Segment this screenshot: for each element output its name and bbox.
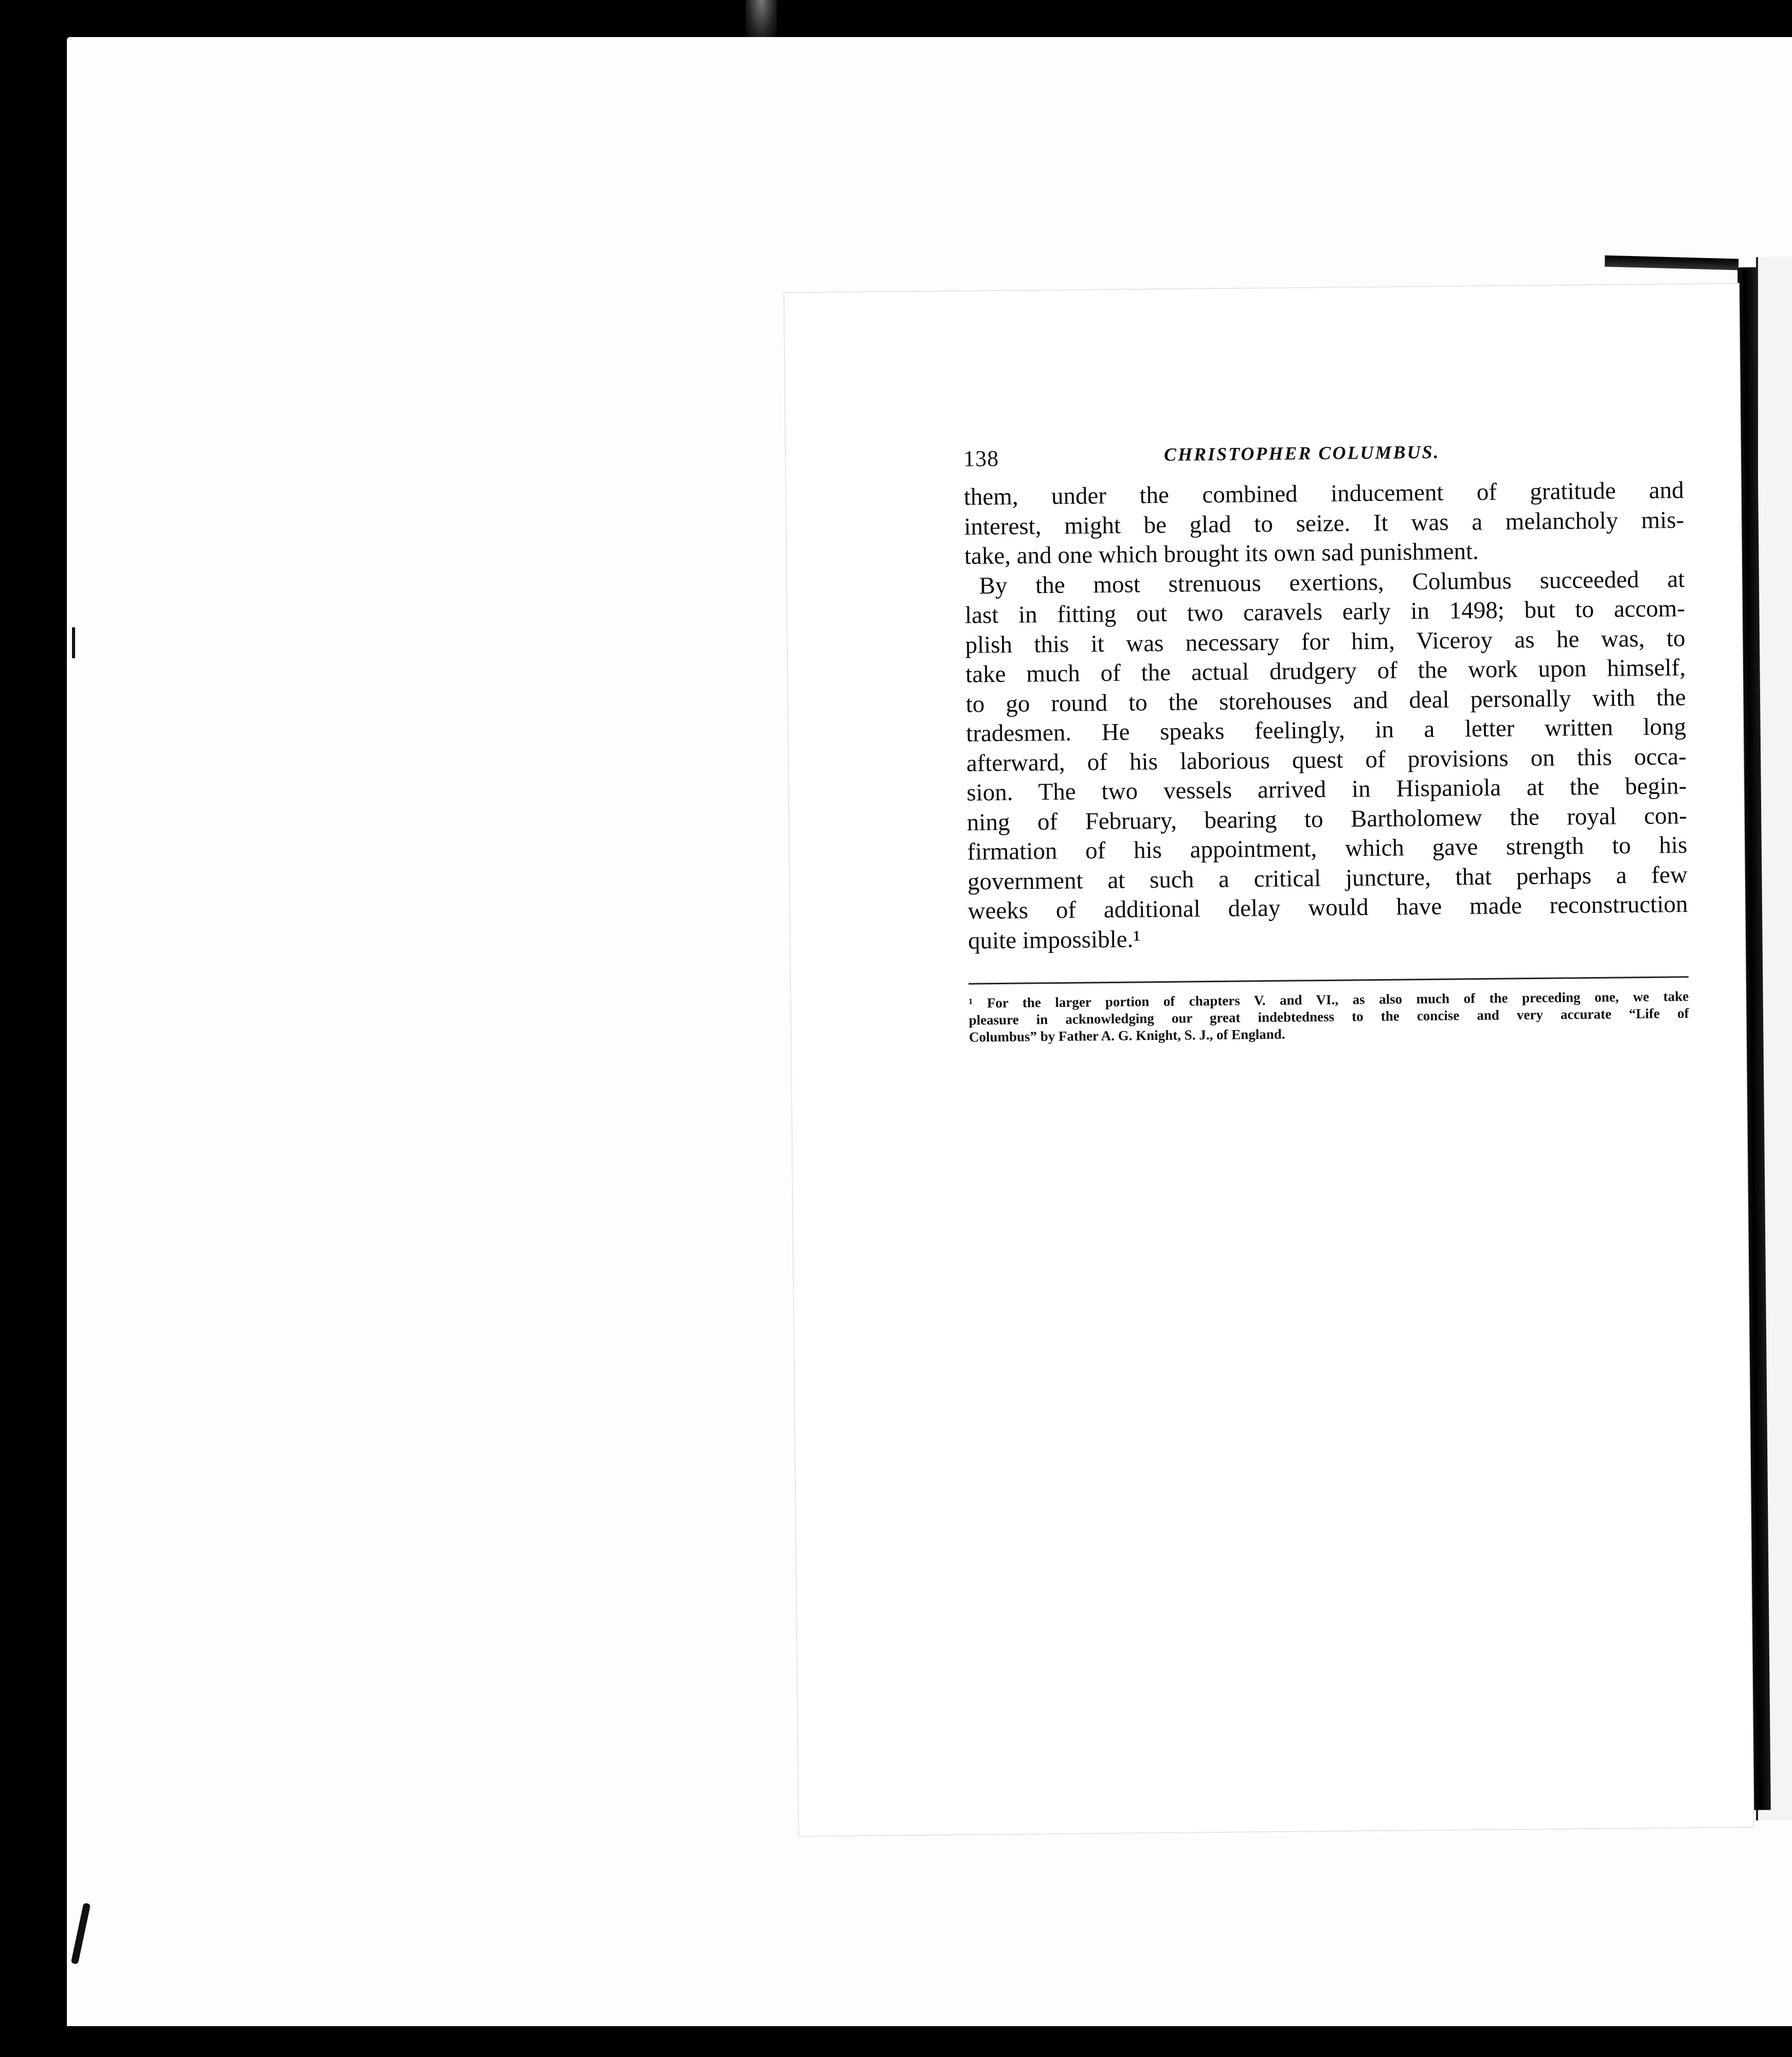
margin-mark [72, 627, 75, 658]
text-line: government at such a critical juncture, that perhaps a few [967, 861, 1688, 895]
text-line: take much of the actual drudgery of the work upon himself, [965, 654, 1686, 688]
text-line: By the most strenuous exertions, Columbus succeeded at [979, 565, 1685, 599]
scan-top-notch [746, 0, 777, 41]
text-line: afterward, of his laborious quest of provisions on this occa- [966, 743, 1687, 777]
scan-top-border [0, 0, 1792, 37]
text-line: firmation of his appointment, which gave strength to his [967, 832, 1688, 865]
footnote-line: ¹ For the larger portion of chapters V. and VI., as also much of the preceding one, we take [969, 988, 1689, 1011]
running-title: CHRISTOPHER COLUMBUS. [1163, 441, 1440, 465]
text-line: sion. The two vessels arrived in Hispaniola at the begin- [966, 772, 1687, 806]
text-line: ning of February, bearing to Bartholomew the royal con- [966, 802, 1688, 836]
book-page [784, 284, 1753, 1836]
footnote [969, 988, 1689, 1045]
text-line: interest, might be glad to seize. It was a melancholy mis- [964, 506, 1685, 540]
text-line: them, under the combined inducement of gratitude and [963, 477, 1685, 511]
footnote-rule [969, 976, 1689, 984]
body-text [964, 476, 1689, 955]
footnote-line: pleasure in acknowledging our great indebtedness to the concise and very accurate “Life of [969, 1005, 1689, 1028]
text-line: weeks of additional delay would have made reconstruction [967, 891, 1688, 925]
text-line: plish this it was necessary for him, Viceroy as he was, to [965, 624, 1686, 659]
text-line: to go round to the storehouses and deal personally with the [965, 683, 1686, 718]
text-line: take, and one which brought its own sad punishment. [964, 538, 1479, 570]
footnote-line: Columbus” by Father A. G. Knight, S. J., of England. [969, 1026, 1285, 1045]
text-line: last in fitting out two caravels early in 1498; but to accom- [964, 595, 1686, 629]
text-line: quite impossible.¹ [967, 925, 1141, 954]
running-head [963, 439, 1694, 477]
page-number: 138 [963, 446, 999, 472]
text-line: tradesmen. He speaks feelingly, in a letter written long [965, 713, 1687, 747]
